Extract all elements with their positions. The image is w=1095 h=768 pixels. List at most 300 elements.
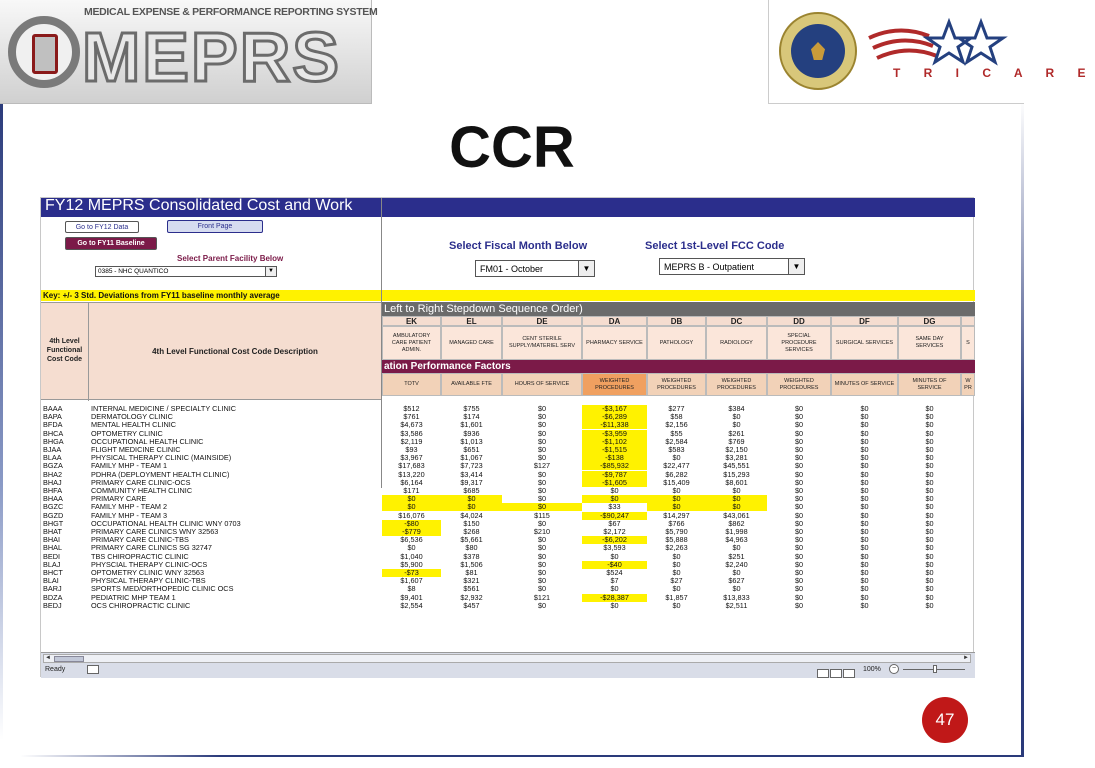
code-column-header: 4th Level Functional Cost Code [41,303,89,401]
table-row[interactable] [41,503,975,511]
column-description-header: CENT STERILE SUPPLY/MATERIEL SERV [502,326,582,360]
row-value-cell: $0 [860,518,869,528]
meprs-wordmark: MEPRS [82,18,341,96]
sheet-title-bar [41,198,975,217]
zoom-level: 100% [863,666,881,673]
page-layout-icon[interactable] [830,669,842,678]
frame-line-right [1021,100,1024,757]
stepdown-sequence-bar [382,302,975,316]
row-value-cell: $6,536 [400,535,423,545]
column-unit-header: W PR [961,373,975,396]
zoom-slider-knob[interactable] [933,665,937,673]
row-value-cell: $0 [537,404,547,413]
row-value-cell: $2,511 [725,600,748,610]
column-code-header: DD [767,316,831,326]
row-value-cell: $0 [794,428,804,438]
row-code: BARJ [43,584,62,594]
row-value-cell: $0 [672,559,681,569]
row-value-cell: $0 [537,453,547,463]
row-value-cell: $0 [732,412,741,422]
row-value-cell: $0 [794,436,804,446]
column-code-header: EL [441,316,502,326]
row-value-cell: $0 [794,404,804,413]
row-value-cell: $174 [463,412,480,422]
scroll-thumb[interactable] [54,656,84,662]
parent-facility-value: 0385 - NHC QUANTICO [98,268,169,275]
row-value-cell: $0 [860,559,869,569]
row-value-cell: $583 [668,445,685,454]
row-value-cell: $13,220 [398,469,425,479]
row-value-cell: $81 [465,568,478,577]
row-value-cell: $0 [382,495,441,503]
row-value-cell: $1,607 [400,576,423,586]
table-row[interactable] [41,602,975,610]
column-code-header: EK [382,316,441,326]
row-value-cell: $2,263 [665,543,688,553]
row-value-cell: $4,024 [460,510,483,520]
row-value-cell: $0 [925,477,934,487]
column-description-header: SURGICAL SERVICES [831,326,898,360]
key-legend-text: Key: +/- 3 Std. Deviations from FY11 baseline monthly average [43,291,280,300]
row-value-cell: $0 [860,551,869,561]
row-value-cell: $150 [463,518,480,528]
performance-factors-text: ation Performance Factors [384,361,511,372]
row-value-cell: $115 [534,510,550,520]
row-code: BEDI [43,551,61,561]
row-value-cell: $0 [441,495,502,503]
row-value-cell: $0 [794,576,804,586]
row-value-cell: -$779 [382,528,441,536]
go-to-fy12-button[interactable]: Go to FY12 Data [65,221,139,233]
row-value-cell: -$6,202 [582,536,647,544]
row-value-cell: $2,150 [725,445,748,454]
column-code-header: DC [706,316,767,326]
row-value-cell: $0 [925,486,934,495]
row-code: BGZC [43,502,64,512]
row-value-cell: $0 [925,502,934,512]
dropdown-arrow-icon[interactable]: ▼ [578,261,594,276]
row-value-cell: $0 [672,551,681,561]
row-code: BLAI [43,576,59,586]
row-value-cell: $7,723 [460,461,483,471]
row-description: PEDIATRIC MHP TEAM 1 [91,592,176,602]
row-value-cell: $0 [794,600,804,610]
row-value-cell: $0 [537,551,547,561]
row-value-cell: $0 [860,584,869,594]
row-value-cell: $0 [794,592,804,602]
column-description-header: PATHOLOGY [647,326,706,360]
row-value-cell: $0 [794,584,804,594]
column-unit-header: AVAILABLE FTE [441,373,502,396]
row-value-cell: $0 [537,568,547,577]
row-code: BLAJ [43,559,61,569]
row-value-cell: -$1,102 [582,438,647,446]
row-value-cell: $9,317 [460,477,483,487]
frame-line-bottom [20,755,1024,757]
row-description: OCCUPATIONAL HEALTH CLINIC [91,436,204,446]
row-value-cell: $171 [403,486,420,495]
row-value-cell: $0 [925,592,934,602]
row-value-cell: $8 [407,584,416,594]
parent-facility-select[interactable] [95,266,277,277]
row-description: TBS CHIROPRACTIC CLINIC [91,551,189,561]
table-row[interactable] [41,421,975,429]
row-value-cell: $55 [670,428,683,438]
go-to-fy11-baseline-button[interactable]: Go to FY11 Baseline [65,237,157,250]
column-code-header: DE [502,316,582,326]
row-value-cell: $0 [537,436,547,446]
row-value-cell: $0 [794,568,804,577]
row-description: PHYSCIAL THERAPY CLINIC-OCS [91,559,208,569]
row-value-cell: $0 [860,477,869,487]
row-value-cell: $0 [925,494,934,504]
row-value-cell: -$80 [382,520,441,528]
row-description: PRIMARY CARE CLINIC-TBS [91,535,189,545]
row-description: OPTOMETRY CLINIC [91,428,163,438]
row-value-cell: $0 [860,502,869,512]
row-value-cell: $261 [728,428,745,438]
row-value-cell: $761 [403,412,420,422]
row-value-cell: $0 [672,584,681,594]
row-value-cell: $0 [706,503,767,511]
row-value-cell: $33 [608,502,621,512]
row-code: BHGA [43,436,64,446]
row-value-cell: $0 [382,503,441,511]
row-value-cell: -$6,289 [582,413,647,421]
row-code: BHAT [43,527,62,536]
row-value-cell: $5,900 [400,559,423,569]
row-value-cell: $0 [794,453,804,463]
row-value-cell: $457 [463,600,480,610]
row-value-cell: $0 [537,535,547,545]
row-description: SPORTS MED/ORTHOPEDIC CLINIC OCS [91,584,234,594]
row-value-cell: $268 [463,527,480,536]
dropdown-arrow-icon[interactable]: ▼ [265,267,276,276]
row-value-cell: $16,076 [398,510,425,520]
row-code: BHAL [43,543,63,553]
row-value-cell: $0 [732,486,741,495]
row-value-cell: $2,932 [460,592,483,602]
row-value-cell: $755 [463,404,480,413]
row-value-cell: $0 [925,428,934,438]
row-value-cell: $0 [925,453,934,463]
row-value-cell: $0 [537,445,547,454]
row-value-cell: $0 [537,600,547,610]
row-value-cell: $0 [860,412,869,422]
row-value-cell: $2,554 [400,600,423,610]
row-value-cell: $2,156 [665,420,688,430]
row-value-cell: $0 [794,527,804,536]
row-code: BLAA [43,453,62,463]
table-row[interactable] [41,585,975,593]
row-value-cell: $0 [925,576,934,586]
row-value-cell: $43,061 [723,510,750,520]
page-break-icon[interactable] [843,669,855,678]
row-value-cell: $321 [463,576,480,586]
row-value-cell: $0 [860,428,869,438]
row-value-cell: $277 [668,404,685,413]
row-value-cell: $22,477 [663,461,690,471]
row-value-cell: $7 [610,576,619,586]
fiscal-month-select[interactable] [475,260,595,277]
dod-seal-icon [779,12,857,90]
status-bar [41,652,975,678]
row-code: BHAI [43,535,61,545]
row-value-cell: $769 [728,436,745,446]
row-value-cell: $0 [794,518,804,528]
row-value-cell: $5,661 [460,535,483,545]
row-value-cell: $93 [405,445,418,454]
scroll-right-icon[interactable]: ► [963,655,969,661]
row-value-cell: -$28,387 [582,594,647,602]
row-value-cell: $0 [537,420,547,430]
column-code-header: DF [831,316,898,326]
row-value-cell: $8,601 [725,477,748,487]
row-value-cell: $0 [794,494,804,504]
row-description: FLIGHT MEDICINE CLINIC [91,445,181,454]
row-value-cell: -$3,959 [582,430,647,438]
row-value-cell: $6,164 [400,477,423,487]
row-description: PHYSICAL THERAPY CLINIC-TBS [91,576,206,586]
meprs-subtitle: MEDICAL EXPENSE & PERFORMANCE REPORTING SYSTEM [84,6,378,18]
row-value-cell: $0 [860,592,869,602]
column-code-header [961,316,975,326]
row-value-cell: $378 [463,551,480,561]
row-value-cell: $524 [606,568,623,577]
row-value-cell: $67 [608,518,621,528]
row-value-cell: $251 [728,551,745,561]
row-value-cell: $3,967 [400,453,423,463]
row-value-cell: $0 [860,527,869,536]
page-number-badge: 47 [922,697,968,743]
row-value-cell: $1,601 [460,420,483,430]
tricare-swoosh-icon [869,16,1019,66]
row-description: PHYSICAL THERAPY CLINIC (MAINSIDE) [91,453,232,463]
row-description: FAMILY MHP - TEAM 3 [91,510,168,520]
row-description: COMMUNITY HEALTH CLINIC [91,486,193,495]
row-value-cell: $0 [537,584,547,594]
row-value-cell: $45,551 [723,461,750,471]
row-code: BHAA [43,494,63,504]
row-description: MENTAL HEALTH CLINIC [91,420,177,430]
column-description-header: SPECIAL PROCEDURE SERVICES [767,326,831,360]
row-value-cell: $0 [860,510,869,520]
zoom-out-button[interactable]: − [889,664,899,674]
column-unit-header: TOTV [382,373,441,396]
table-row[interactable] [41,413,975,421]
row-value-cell: $0 [610,486,619,495]
row-value-cell: $0 [860,461,869,471]
row-value-cell: $17,683 [398,461,425,471]
row-value-cell: $0 [537,543,547,553]
row-value-cell: $0 [860,453,869,463]
sheet-tab-icon[interactable] [87,665,99,674]
row-value-cell: $561 [463,584,480,594]
row-code: BHGT [43,518,64,528]
row-value-cell: $13,833 [723,592,750,602]
row-value-cell: $384 [728,404,745,413]
row-value-cell: $0 [860,494,869,504]
row-value-cell: $5,888 [665,535,688,545]
row-value-cell: $0 [925,535,934,545]
frame-line-left [0,100,3,740]
row-value-cell: $0 [732,543,741,553]
row-value-cell: $0 [537,494,547,504]
parent-facility-label: Select Parent Facility Below [177,254,284,263]
row-description: DERMATOLOGY CLINIC [91,412,173,422]
column-unit-header: WEIGHTED PROCEDURES [582,373,647,396]
view-mode-icons[interactable] [817,665,859,674]
row-code: BEDJ [43,600,62,610]
row-code: BHA2 [43,469,63,479]
row-value-cell: $2,119 [400,436,423,446]
row-description: OCS CHIROPRACTIC CLINIC [91,600,191,610]
row-value-cell: $1,857 [665,592,688,602]
row-value-cell: $0 [925,600,934,610]
row-value-cell: $0 [860,576,869,586]
column-unit-header: MINUTES OF SERVICE [831,373,898,396]
row-value-cell: $0 [925,404,934,413]
row-value-cell: $58 [670,412,683,422]
row-value-cell: $0 [582,495,647,503]
column-description-header: MANAGED CARE [441,326,502,360]
row-value-cell: $0 [610,600,619,610]
slide-title: CCR [449,115,575,180]
row-value-cell: -$9,787 [582,471,647,479]
row-value-cell: $0 [794,551,804,561]
column-unit-header: HOURS OF SERVICE [502,373,582,396]
row-value-cell: $0 [925,469,934,479]
row-value-cell: $0 [925,518,934,528]
row-value-cell: -$85,932 [582,462,647,470]
row-value-cell: $6,282 [665,469,688,479]
row-value-cell: $0 [672,600,681,610]
row-description: OCCUPATIONAL HEALTH CLINIC WNY 0703 [91,518,241,528]
row-value-cell: $0 [441,503,502,511]
table-row[interactable] [41,405,975,413]
row-value-cell: $0 [925,412,934,422]
row-value-cell: $0 [794,445,804,454]
column-description-header: SAME DAY SERVICES [898,326,961,360]
fcc-code-select[interactable] [659,258,805,275]
row-value-cell: $0 [860,469,869,479]
row-value-cell: $27 [670,576,683,586]
column-description-header: AMBULATORY CARE PATIENT ADMIN. [382,326,441,360]
row-value-cell: $0 [732,568,741,577]
table-row[interactable] [41,438,975,446]
row-value-cell: $0 [860,404,869,413]
row-value-cell: $0 [537,477,547,487]
column-unit-header: WEIGHTED PROCEDURES [647,373,706,396]
row-value-cell: -$138 [582,454,647,462]
tricare-wordmark: T R I C A R E [893,66,1095,80]
row-value-cell: $0 [672,568,681,577]
row-code: BHAJ [43,477,62,487]
column-code-header: DB [647,316,706,326]
row-value-cell: $0 [537,559,547,569]
row-value-cell: $0 [925,584,934,594]
performance-factors-bar [382,360,975,373]
row-value-cell: $0 [860,486,869,495]
ready-status: Ready [45,666,66,673]
row-code: BJAA [43,445,62,454]
row-value-cell: $0 [860,600,869,610]
row-description: PDHRA (DEPLOYMENT HEALTH CLINIC) [91,469,230,479]
horizontal-scrollbar[interactable] [43,654,971,663]
row-value-cell: $862 [728,518,745,528]
row-value-cell: $80 [465,543,478,553]
row-value-cell: $0 [407,543,416,553]
row-value-cell: $766 [668,518,685,528]
row-code: BHCA [43,428,64,438]
row-value-cell: $0 [502,503,582,511]
column-code-header: DG [898,316,961,326]
row-value-cell: -$90,247 [582,512,647,520]
row-value-cell: $1,998 [725,527,748,536]
scroll-left-icon[interactable]: ◄ [45,655,51,661]
row-value-cell: $1,013 [460,436,483,446]
tricare-logo [768,0,1095,104]
sheet-title: FY12 MEPRS Consolidated Cost and Work [45,197,353,214]
row-code: BGZD [43,510,64,520]
row-code: BDZA [43,592,63,602]
row-value-cell: $4,963 [725,535,748,545]
row-value-cell: $0 [537,486,547,495]
row-value-cell: $0 [794,486,804,495]
row-code: BFDA [43,420,63,430]
row-value-cell: $2,584 [665,436,688,446]
row-value-cell: $5,790 [665,527,688,536]
row-description: OPTOMETRY CLINIC WNY 32563 [91,568,205,577]
row-value-cell: $0 [925,510,934,520]
table-row[interactable] [41,495,975,503]
row-value-cell: -$1,515 [582,446,647,454]
row-value-cell: $0 [610,584,619,594]
row-value-cell: $0 [706,495,767,503]
row-value-cell: $0 [794,543,804,553]
row-value-cell: $0 [794,461,804,471]
column-description-header: RADIOLOGY [706,326,767,360]
row-code: BHFA [43,486,63,495]
table-row[interactable] [41,454,975,462]
row-value-cell: $3,281 [725,453,748,463]
row-value-cell: $4,673 [400,420,423,430]
normal-view-icon[interactable] [817,669,829,678]
fiscal-month-label: Select Fiscal Month Below [449,240,588,252]
row-value-cell: $3,593 [603,543,626,553]
row-value-cell: $15,293 [723,469,750,479]
row-value-cell: $0 [794,420,804,430]
row-value-cell: -$11,338 [582,421,647,429]
row-value-cell: $14,297 [663,510,690,520]
meprs-ring-icon [8,16,80,88]
left-header-block [41,302,381,400]
row-value-cell: $512 [403,404,420,413]
row-value-cell: $3,586 [400,428,423,438]
front-page-button[interactable]: Front Page [167,220,263,233]
row-value-cell: $0 [537,428,547,438]
row-value-cell: $0 [537,469,547,479]
description-column-header: 4th Level Functional Cost Code Description [152,347,318,356]
dropdown-arrow-icon[interactable]: ▼ [788,259,804,274]
row-value-cell: $0 [925,420,934,430]
key-legend-row [41,290,975,301]
row-value-cell: $651 [463,445,480,454]
spreadsheet-screenshot [40,197,974,677]
row-code: BGZA [43,461,63,471]
table-row[interactable] [41,487,975,495]
row-value-cell: -$40 [582,561,647,569]
